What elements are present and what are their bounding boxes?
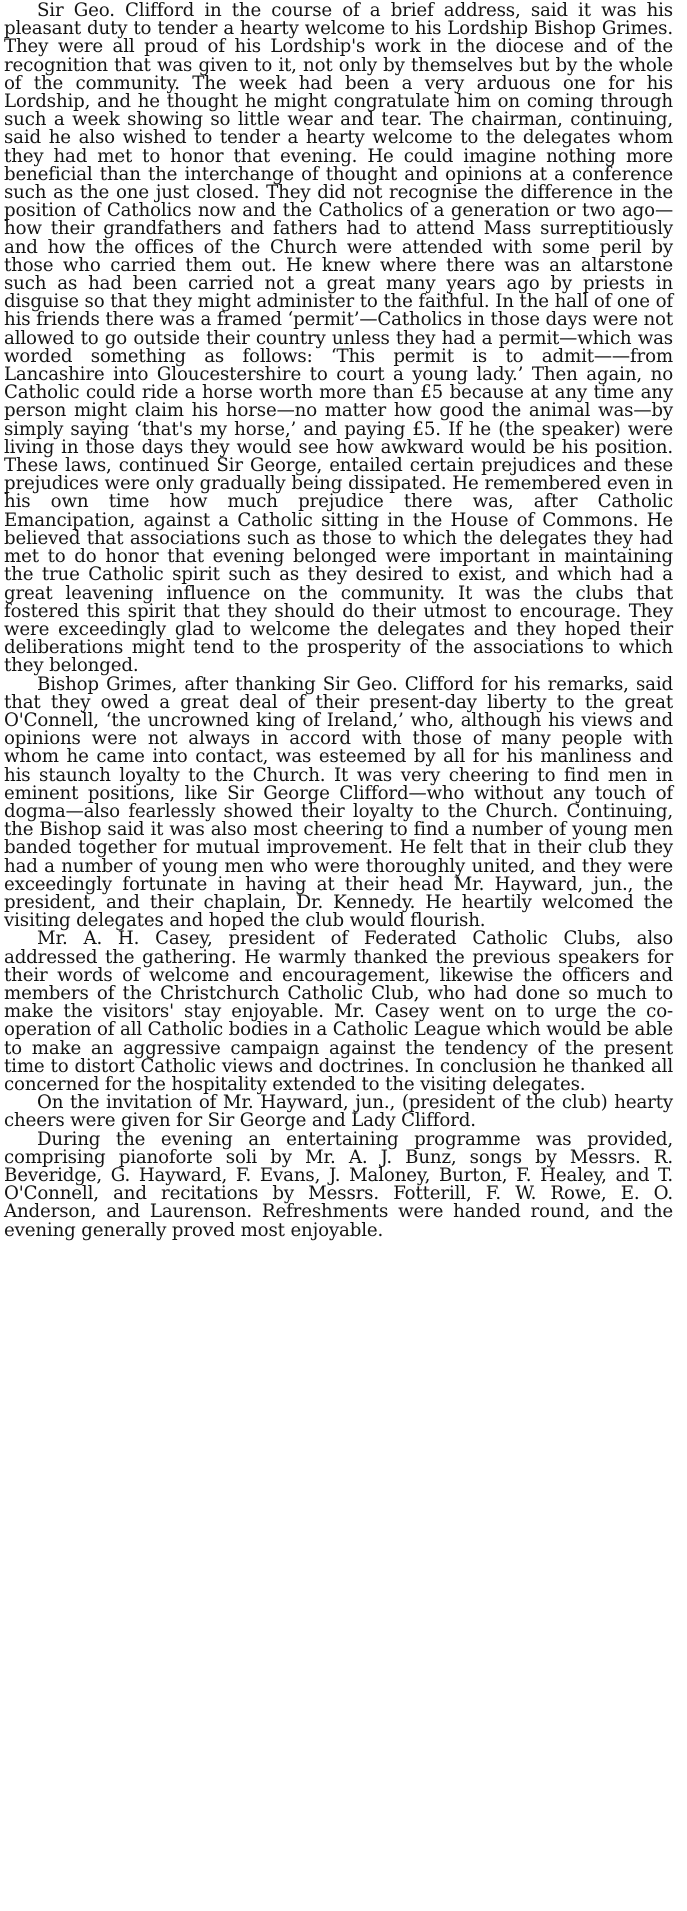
paragraph-evening-programme: During the evening an entertaining programme was provided, comprising pianoforte soli by Mr. A. J. Bunz, songs by Messrs. R. Beveridge, G. Hayward, F. Evans, J. Maloney, Burton, F. Healey, and T. O'Connell, and recitations by Messrs. Fotterill, F. W. Rowe, E. O. Anderson, and Laurenson. Refreshments were handed round, and the evening generally proved most enjoyable. <box>4 1128 673 1241</box>
paragraph-casey-address: Mr. A. H. Casey, president of Federated Catholic Clubs, also addressed the gathering. He warmly thanked the previous speakers for their words of welcome and encouragement, likewise the officers and members of the Christchurch Catholic Club, who had done so much to make the visitors' stay enjoyable. Mr. Casey went on to urge the co-operation of all Catholic bodies in a Catholic League which would be able to make an aggressive campaign against the tendency of the present time to distort Catholic views and doctrines. In conclusion he thanked all concerned for the hospitality extended to the visiting delegates. <box>4 928 673 1095</box>
paragraph-hearty-cheers: On the invitation of Mr. Hayward, jun., (president of the club) hearty cheers were given for Sir George and Lady Clifford. <box>4 1092 673 1132</box>
paragraph-bishop-grimes-reply: Bishop Grimes, after thanking Sir Geo. Clifford for his remarks, said that they owed a great deal of their present-day liberty to the great O'Connell, ‘the uncrowned king of Ireland,’ who, although his views and opinions were not always in accord with those of many people with whom he came into contact, was esteemed by all for his manliness and his staunch loyalty to the Church. It was very cheering to find men in eminent positions, like Sir George Clifford—who without any touch of dogma—also fearlessly showed their loyalty to the Church. Continuing, the Bishop said it was also most cheering to find a number of young men banded together for mutual improvement. He felt that in their club they had a number of young men who were thoroughly united, and they were exceedingly fortunate in having at their head Mr. Hayward, jun., the president, and their chaplain, Dr. Kennedy. He heartily welcomed the visiting delegates and hoped the club would flourish. <box>4 673 673 932</box>
paragraph-clifford-address: Sir Geo. Clifford in the course of a brief address, said it was his pleasant duty to tender a hearty welcome to his Lordship Bishop Grimes. They were all proud of his Lordship's work in the diocese and of the recognition that was given to it, not only by themselves but by the whole of the community. The week had been a very arduous one for his Lordship, and he thought he might congratulate him on coming through such a week showing so little wear and tear. The chairman, continuing, said he also wished to tender a hearty welcome to the delegates whom they had met to honor that evening. He could imagine nothing more beneficial than the interchange of thought and opinions at a conference such as the one just closed. They did not recognise the difference in the position of Catholics now and the Catholics of a generation or two ago—how their grandfathers and fathers had to attend Mass surreptitiously and how the offices of the Church were attended with some peril by those who carried them out. He knew where there was an altarstone such as had been carried not a great many years ago by priests in disguise so that they might administer to the faithful. In the hall of one of his friends there was a framed ‘permit’—Catholics in those days were not allowed to go outside their country unless they had a permit—which was worded something as follows: ‘This permit is to admit——from Lancashire into Gloucestershire to court a young lady.’ Then again, no Catholic could ride a horse worth more than £5 because at any time any person might claim his horse—no matter how good the animal was—by simply saying ‘that's my horse,’ and paying £5. If he (the speaker) were living in those days they would see how awkward would be his position. These laws, continued Sir George, entailed certain prejudices and these prejudices were only gradually being dissipated. He remembered even in his own time how much prejudice there was, after Catholic Emancipation, against a Catholic sitting in the House of Commons. He believed that associations such as those to which the delegates they had met to do honor that evening belonged were important in maintaining the true Catholic spirit such as they desired to exist, and which had a great leavening influence on the community. It was the clubs that fostered this spirit that they should do their utmost to encourage. They were exceedingly glad to welcome the delegates and they hoped their deliberations might tend to the prosperity of the associations to which they belonged. <box>4 0 673 677</box>
